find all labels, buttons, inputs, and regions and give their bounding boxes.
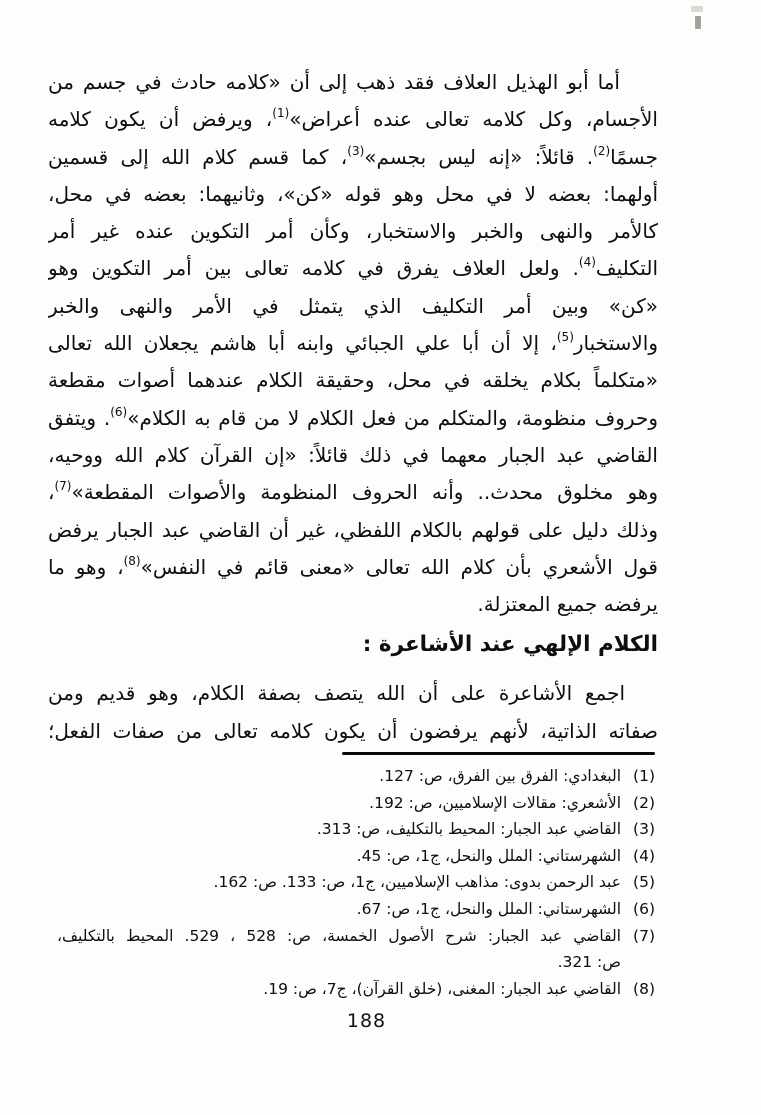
main-text-block <box>48 64 658 750</box>
footnote-text <box>55 976 621 1003</box>
footnote-line: عبد الرحمن بدوى: مذاهب الإسلاميين، ج1، ص: 133. ص: 162. <box>213 873 621 892</box>
body-line: «متكلماً بكلام يخلقه في محل، وحقيقة الكلام عندهما أصوات مقطعة <box>48 368 658 393</box>
footnote-marker: (7) <box>54 479 72 494</box>
footnote-text <box>55 896 621 923</box>
body-line: أولهما: بعضه لا في محل وهو قوله «كن»، وثانيهما: بعضه في محل، <box>48 181 658 206</box>
body-line: جسمًا$^{(2)}$. قائلاً: «إنه ليس بجسم»$^{(3)}$، كما قسم كلام الله إلى قسمين <box>48 143 658 169</box>
footnote-line: الأشعري: مقالات الإسلاميين، ص: 192. <box>369 793 621 812</box>
scan-artifact <box>691 6 703 12</box>
scan-artifact <box>695 16 701 29</box>
footnote-separator <box>342 752 655 755</box>
footnote-row <box>55 976 655 1003</box>
footnote-text <box>55 763 621 790</box>
footnote-number: (7) <box>633 926 655 945</box>
body-line: وحروف منظومة، والمتكلم من فعل الكلام لا من قام به الكلام»$^{(6)}$. ويتفق <box>48 404 658 430</box>
footnote-marker: (5) <box>556 330 574 345</box>
footnote-line: ص: 321. <box>557 953 621 972</box>
body-line: التكليف$^{(4)}$. ولعل العلاف يفرق في كلامه تعالى بين أمر التكوين وهو <box>48 255 658 281</box>
footnote-marker: (6) <box>110 404 128 419</box>
footnote-line: القاضي عبد الجبار: شرح الأصول الخمسة، ص: 528 ، 529. المحيط بالتكليف، <box>57 926 621 945</box>
paragraph-mutazila-view <box>48 64 658 623</box>
footnote-row <box>55 923 655 976</box>
footnote-text <box>55 869 621 896</box>
body-line: قول الأشعري بأن كلام الله تعالى «معنى قائم في النفس»$^{(8)}$، وهو ما <box>48 553 658 579</box>
footnote-line: الشهرستاني: الملل والنحل، ج1، ص: 45. <box>356 846 621 865</box>
footnote-row <box>55 869 655 896</box>
body-line: الأجسام، وكل كلامه تعالى عنده أعراض»$^{(1)}$، ويرفض أن يكون كلامه <box>48 106 658 132</box>
footnote-number: (1) <box>633 767 655 785</box>
footnote-number: (4) <box>633 846 655 865</box>
footnote-number: (5) <box>633 873 655 892</box>
body-line: صفاته الذاتية، لأنهم يرفضون أن يكون كلامه تعالى من صفات الفعل؛ <box>48 718 658 743</box>
footnote-text <box>55 790 621 817</box>
footnote-marker: (3) <box>347 143 365 158</box>
body-line: أما أبو الهذيل العلاف فقد ذهب إلى أن «كلامه حادث في جسم من <box>48 70 620 94</box>
footnote-text <box>55 923 621 976</box>
footnote-number: (3) <box>633 820 655 839</box>
footnote-line: القاضي عبد الجبار: المحيط بالتكليف، ص: 313. <box>316 820 621 839</box>
body-line: والاستخبار$^{(5)}$، إلا أن أبا علي الجبائي وابنه أبا هاشم يجعلان الله تعالى <box>48 330 658 356</box>
footnote-row <box>55 763 655 790</box>
footnote-text <box>55 843 621 870</box>
section-heading: الكلام الإلهي عند الأشاعرة : <box>362 632 658 658</box>
page-number: 188 <box>346 1010 387 1032</box>
footnote-marker: (8) <box>123 553 141 568</box>
footnote-number: (6) <box>633 899 655 918</box>
footnote-marker: (1) <box>272 106 290 121</box>
footnote-marker: (4) <box>578 255 596 270</box>
footnote-row <box>55 790 655 817</box>
footnote-text <box>55 816 621 843</box>
footnotes-section <box>55 763 655 1002</box>
body-line: اجمع الأشاعرة على أن الله يتصف بصفة الكلام، وهو قديم ومن <box>48 681 625 706</box>
body-line: القاضي عبد الجبار معهما في ذلك قائلاً: «إن القرآن كلام الله ووحيه، <box>48 442 658 467</box>
body-line: كالأمر والنهى والخبر والاستخبار، وكأن أمر التكوين عنده غير أمر <box>48 219 658 244</box>
footnote-row <box>55 816 655 843</box>
footnote-row <box>55 896 655 923</box>
body-line: وذلك دليل على قولهم بالكلام اللفظي، غير أن القاضي عبد الجبار يرفض <box>48 517 658 542</box>
footnote-marker: (2) <box>593 143 611 158</box>
footnote-line: البغدادي: الفرق بين الفرق، ص: 127. <box>379 767 621 785</box>
body-line: وهو مخلوق محدث.. وأنه الحروف المنظومة والأصوات المقطعة»$^{(7)}$، <box>48 479 658 505</box>
body-line: يرفضه جميع المعتزلة. <box>477 592 658 617</box>
footnote-number: (2) <box>633 793 655 812</box>
footnote-line: الشهرستاني: الملل والنحل، ج1، ص: 67. <box>356 899 621 918</box>
footnote-line: القاضي عبد الجبار: المغنى، (خلق القرآن)، ج7، ص: 19. <box>263 979 621 998</box>
body-line: «كن» وبين أمر التكليف الذي يتمثل في الأمر والنهى والخبر <box>48 293 658 318</box>
footnote-number: (8) <box>633 979 655 998</box>
footnote-row <box>55 843 655 870</box>
paragraph-ashaira-view <box>48 675 658 750</box>
